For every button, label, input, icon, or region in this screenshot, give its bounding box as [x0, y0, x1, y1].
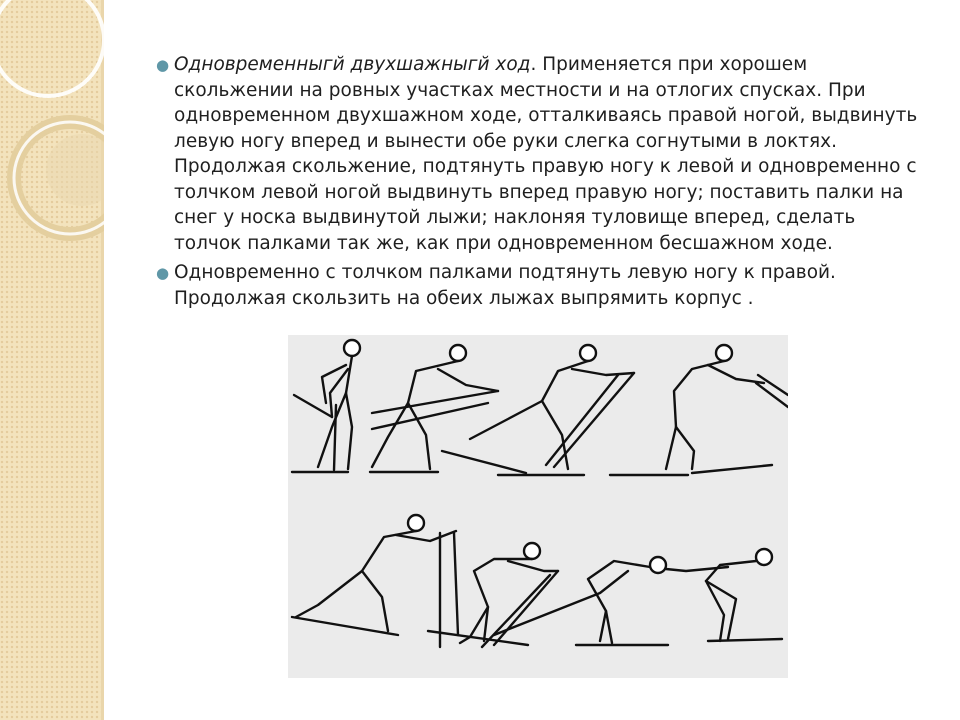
- technique-term: Одновременныгй двухшажныгй ход: [174, 54, 531, 75]
- skier-7: [494, 557, 666, 643]
- bullet-icon: ●: [156, 264, 170, 282]
- top-row-skis: [292, 451, 772, 475]
- skier-drawing: [288, 335, 788, 678]
- bullet-text: . Применяется при хорошем скольжении на ровных участках местности и на отлогих спусках. При одновременном двухшажном ходе, отталкиваясь правой ногой, выдвинуть левую ногу вперед и вынести обе руки слегка согнутыми в локтях. Продолжая скольжение, подтянуть правую ногу к левой и одновременно с толчком левой ногой выдвинуть вперед правую ногу; поставить палки на снег у носка выдвинутой лыжи; наклоняя туловище вперед, сделать толчок палками так же, как при одновременном бесшажном ходе.: [174, 54, 918, 254]
- skier-8: [666, 549, 772, 641]
- skier-5: [296, 515, 458, 647]
- skier-2: [372, 345, 498, 469]
- bullet-item-finish: [152, 260, 922, 311]
- bullet-icon: ●: [156, 56, 170, 74]
- bottom-row-skis: [292, 617, 782, 645]
- skier-1: [294, 340, 360, 470]
- bullet-text: Одновременно с толчком палками подтянуть левую ногу к правой. Продолжая скользить на обеих лыжах выпрямить корпус .: [174, 262, 836, 309]
- decorative-side-panel: [0, 0, 104, 720]
- slide-content: [152, 52, 922, 315]
- skier-3: [470, 345, 634, 469]
- decorative-rings: [0, 0, 104, 720]
- skier-illustration: [288, 335, 788, 678]
- skier-4: [666, 345, 788, 469]
- skier-6: [460, 543, 558, 647]
- bullet-item-technique: [152, 52, 922, 256]
